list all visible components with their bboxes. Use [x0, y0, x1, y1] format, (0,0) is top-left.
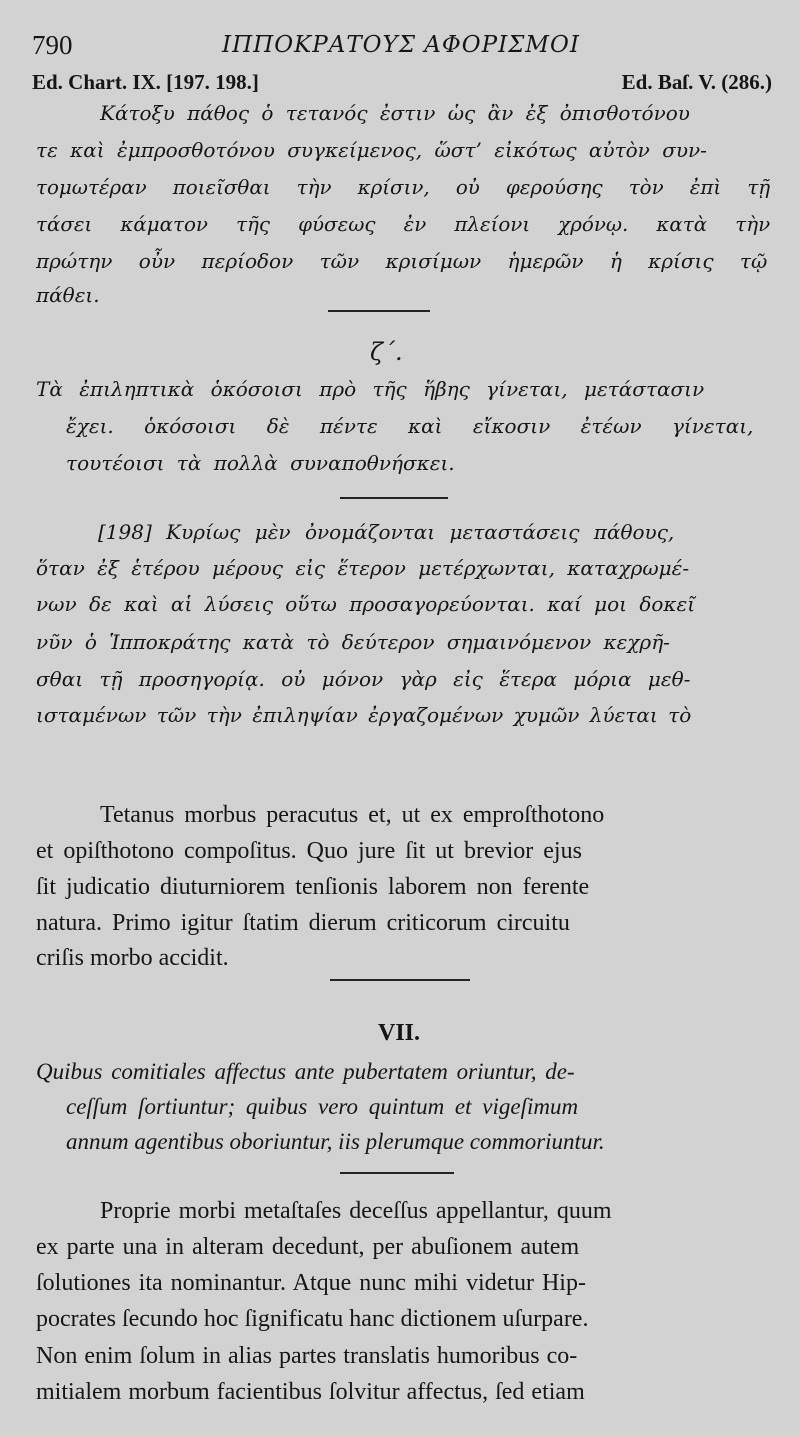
latin-section-number: VII. [378, 1020, 421, 1046]
text-line: ισταμένων τῶν τὴν ἐπιληψίαν ἐργαζομένων χυμῶν λύεται τὸ [36, 703, 692, 727]
edition-basel-ref: Ed. Baſ. V. (286.) [621, 70, 772, 94]
page-header [32, 30, 770, 64]
text-line: Tetanus morbus peracutus et, ut ex emproſthotono [100, 802, 605, 828]
text-line: Proprie morbi metaſtaſes deceſſus appellantur, quum [100, 1198, 612, 1224]
text-line: νῦν ὁ Ἱπποκράτης κατὰ τὸ δεύτερον σημαινόμενον κεχρῆ- [36, 630, 670, 654]
text-line: νων δε καὶ αἱ λύσεις οὕτω προσαγορεύονται. καί μοι δοκεῖ [36, 592, 696, 616]
section-divider [328, 310, 430, 312]
page-number: 790 [32, 30, 73, 60]
text-line: τάσει κάματον τῆς φύσεως ἐν πλείονι χρόνῳ. κατὰ τὴν [36, 212, 771, 236]
text-line: Κάτοξυ πάθος ὁ τετανός ἐστιν ὡς ἂν ἐξ ὀπισθοτόνου [100, 101, 690, 125]
edition-chart-ref: Ed. Chart. IX. [197. 198.] [32, 70, 259, 94]
text-line: Τὰ ἐπιληπτικὰ ὁκόσοισι πρὸ τῆς ἥβης γίνεται, μετάστασιν [36, 377, 705, 401]
text-line: ſolutiones ita nominantur. Atque nunc mihi videtur Hip- [36, 1270, 586, 1296]
text-line: ceſſum ſortiuntur; quibus vero quintum et vigeſimum [66, 1094, 579, 1119]
text-line: Quibus comitiales affectus ante pubertatem oriuntur, de- [36, 1059, 575, 1084]
text-line: pocrates ſecundo hoc ſignificatu hanc dictionem uſurpare. [36, 1306, 589, 1332]
text-line: mitialem morbum facientibus ſolvitur affectus, ſed etiam [36, 1379, 585, 1405]
text-line: [198] Κυρίως μὲν ὀνομάζονται μεταστάσεις πάθους, [98, 520, 675, 544]
section-divider [330, 979, 470, 981]
text-line: ὅταν ἐξ ἑτέρου μέρους εἰς ἕτερον μετέρχωνται, καταχρωμέ- [36, 556, 690, 580]
text-line: σθαι τῇ προσηγορίᾳ. οὐ μόνον γὰρ εἰς ἕτερα μόρια μεθ- [36, 667, 691, 691]
text-line: τουτέοισι τὰ πολλὰ συναποθνήσκει. [66, 451, 455, 475]
text-line: annum agentibus oboriuntur, iis plerumque commoriuntur. [66, 1129, 605, 1154]
text-line: πάθει. [36, 283, 100, 307]
text-line: ἔχει. ὁκόσοισι δὲ πέντε καὶ εἴκοσιν ἐτέων γίνεται, [66, 414, 754, 438]
greek-section-number: ζ΄. [370, 338, 403, 366]
text-line: natura. Primo igitur ſtatim dierum criticorum circuitu [36, 910, 570, 936]
text-line: τομωτέραν ποιεῖσθαι τὴν κρίσιν, οὐ φερούσης τὸν ἐπὶ τῇ [36, 175, 771, 199]
running-title: ΙΠΠΟΚΡΑΤΟΥΣ ΑΦΟΡΙΣΜΟΙ [222, 32, 580, 58]
text-line: πρώτην οὖν περίοδον τῶν κρισίμων ἡμερῶν ἡ κρίσις τῷ [36, 249, 768, 273]
section-divider [340, 1172, 454, 1174]
text-line: ex parte una in alteram decedunt, per abuſionem autem [36, 1234, 580, 1260]
edition-references [32, 70, 772, 98]
section-divider [340, 497, 448, 499]
text-line: et opiſthotono compoſitus. Quo jure ſit ut brevior ejus [36, 838, 582, 864]
text-line: Non enim ſolum in alias partes translatis humoribus co- [36, 1343, 578, 1369]
text-line: ſit judicatio diuturniorem tenſionis laborem non ferente [36, 874, 590, 900]
text-line: τε καὶ ἐμπροσθοτόνου συγκείμενος, ὥστ’ εἰκότως αὐτὸν συν- [36, 138, 707, 162]
text-line: criſis morbo accidit. [36, 945, 229, 971]
